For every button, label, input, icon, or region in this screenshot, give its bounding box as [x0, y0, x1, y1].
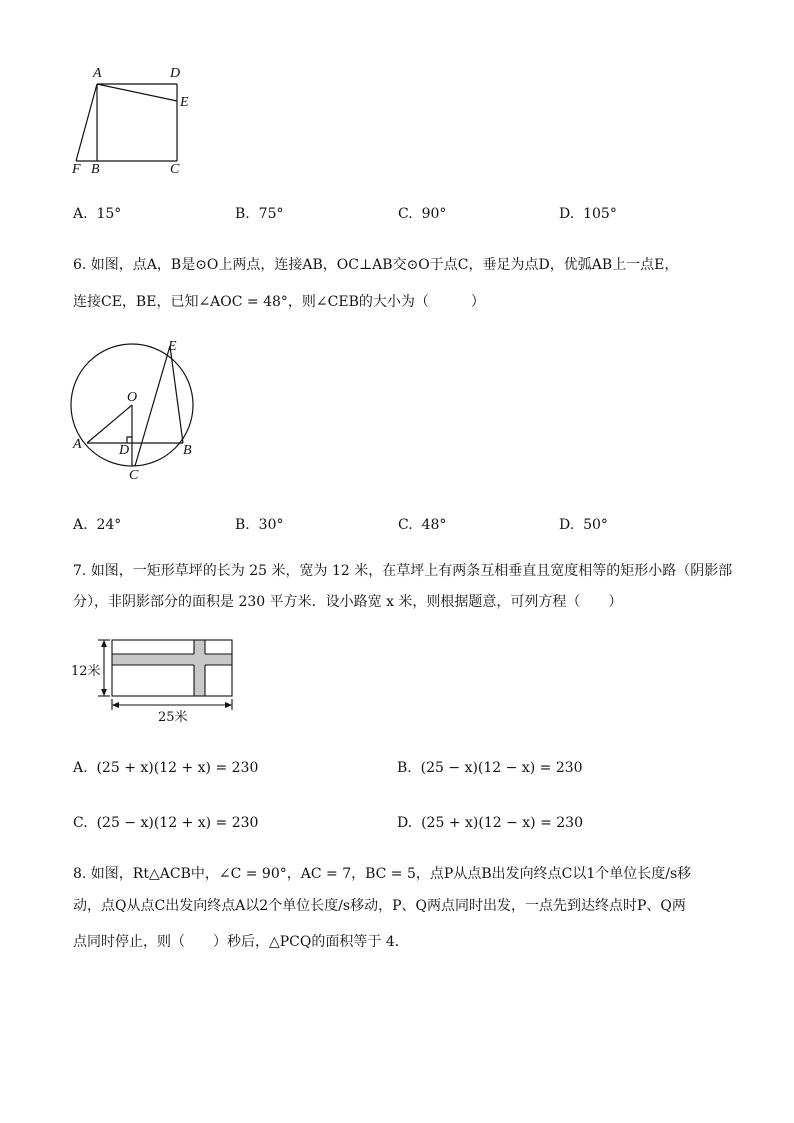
- option-key: B.: [235, 206, 250, 222]
- option-text: 48°: [421, 517, 447, 533]
- q7-option-a[interactable]: [73, 760, 258, 776]
- option-key: D.: [559, 517, 575, 533]
- option-text: (25 − x)(12 − x) = 230: [420, 760, 583, 776]
- point-label-c: C: [129, 468, 139, 483]
- q6-stem-line2: 连接CE，BE，已知∠AOC = 48°，则∠CEB的大小为（ ）: [73, 294, 485, 310]
- option-key: A.: [73, 517, 88, 533]
- option-text: 24°: [96, 517, 122, 533]
- q6-stem-line1: 6. 如图，点A，B是⊙O上两点，连接AB，OC⊥AB交⊙O于点C，垂足为点D，优弧AB上一点E，: [73, 257, 679, 273]
- q8-stem-line1: 8. 如图，Rt△ACB中，∠C = 90°，AC = 7，BC = 5，点P从点B出发向终点C以1个单位长度/s移: [73, 866, 692, 882]
- q7-stem-line2: 分），非阴影部分的面积是 230 平方米．设小路宽 x 米，则根据题意，可列方程（ ）: [73, 594, 623, 610]
- option-text: 15°: [96, 206, 122, 222]
- height-dimension-label: 12米: [71, 664, 101, 679]
- q7-option-b[interactable]: [397, 760, 583, 776]
- option-text: 30°: [258, 517, 284, 533]
- option-key: B.: [397, 760, 412, 776]
- option-text: 75°: [258, 206, 284, 222]
- option-text: 90°: [421, 206, 447, 222]
- option-key: A.: [73, 206, 88, 222]
- q7-option-d[interactable]: [397, 815, 583, 831]
- q7-option-c[interactable]: [73, 815, 258, 831]
- q8-stem-line3: 点同时停止，则（ ）秒后，△PCQ的面积等于 4．: [73, 934, 409, 950]
- point-label-a: A: [73, 437, 82, 452]
- point-label-e: E: [180, 95, 189, 110]
- point-label-f: F: [72, 162, 81, 177]
- width-dimension-label: 25米: [158, 710, 188, 725]
- option-key: C.: [398, 517, 413, 533]
- q7-stem-line1: 7. 如图，一矩形草坪的长为 25 米，宽为 12 米，在草坪上有两条互相垂直且宽度相等的矩形小路（阴影部: [73, 563, 733, 579]
- point-label-d: D: [170, 66, 181, 81]
- option-text: (25 − x)(12 + x) = 230: [96, 815, 259, 831]
- point-label-d: D: [119, 443, 130, 458]
- point-label-c: C: [170, 162, 180, 177]
- point-label-o: O: [127, 390, 138, 405]
- option-key: D.: [397, 815, 413, 831]
- option-key: B.: [235, 517, 250, 533]
- option-text: 50°: [583, 517, 608, 533]
- option-text: (25 + x)(12 + x) = 230: [96, 760, 259, 776]
- point-label-b: B: [91, 162, 100, 177]
- point-label-a: A: [93, 66, 102, 81]
- q8-stem-line2: 动，点Q从点C出发向终点A以2个单位长度/s移动，P、Q两点同时出发，一点先到达终点时P、Q两: [73, 898, 686, 914]
- option-key: D.: [559, 206, 575, 222]
- option-text: 105°: [583, 206, 617, 222]
- option-key: C.: [398, 206, 413, 222]
- point-label-e: E: [168, 339, 177, 354]
- option-key: C.: [73, 815, 88, 831]
- point-label-b: B: [183, 443, 192, 458]
- option-text: (25 + x)(12 − x) = 230: [421, 815, 583, 831]
- option-key: A.: [73, 760, 88, 776]
